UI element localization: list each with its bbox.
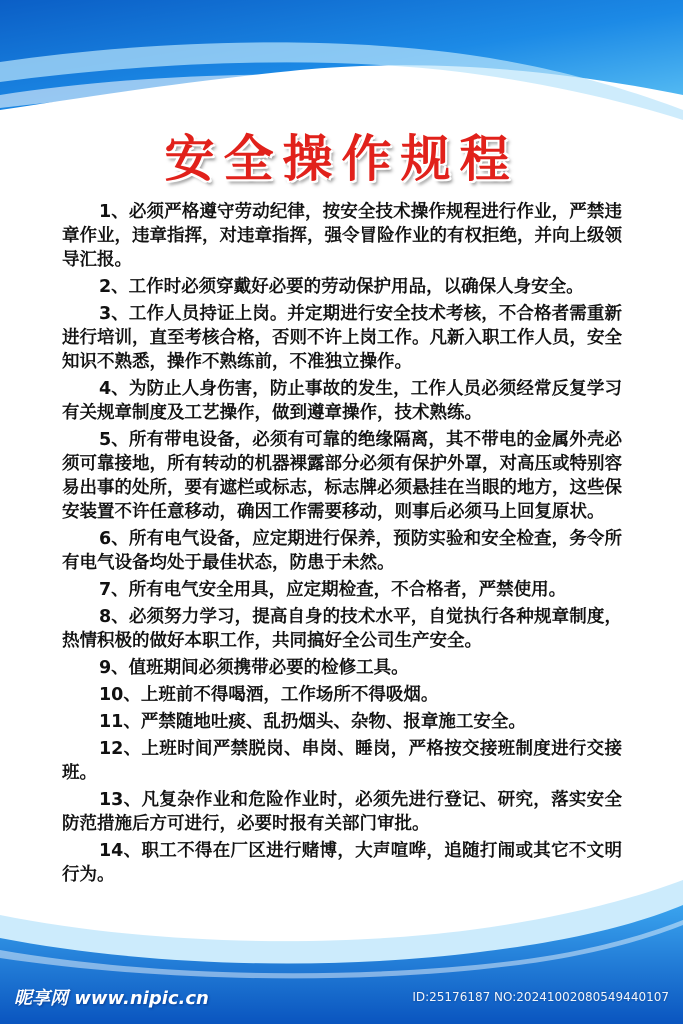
rule-item: 12、上班时间严禁脱岗、串岗、睡岗，严格按交接班制度进行交接班。 (62, 739, 622, 783)
rule-item: 4、为防止人身伤害，防止事故的发生，工作人员必须经常反复学习有关规章制度及工艺操作，做到遵章操作，技术熟练。 (62, 379, 622, 423)
rule-item: 7、所有电气安全用具，应定期检查，不合格者，严禁使用。 (99, 580, 567, 600)
rule-item: 6、所有电气设备，应定期进行保养，预防实验和安全检查，务令所有电气设备均处于最佳状态，防患于未然。 (62, 529, 622, 573)
rule-item: 2、工作时必须穿戴好必要的劳动保护用品，以确保人身安全。 (99, 277, 584, 297)
watermark-logo: 昵享网 www.nipic.cn (14, 988, 209, 1009)
rule-item: 11、严禁随地吐痰、乱扔烟头、杂物、报章施工安全。 (99, 712, 526, 732)
rule-item: 13、凡复杂作业和危险作业时，必须先进行登记、研究，落实安全防范措施后方可进行，必要时报有关部门审批。 (62, 790, 622, 834)
rules-list (62, 200, 622, 890)
watermark-bar (0, 984, 683, 1014)
rule-item: 10、上班前不得喝酒，工作场所不得吸烟。 (99, 685, 439, 705)
rule-item: 9、值班期间必须携带必要的检修工具。 (99, 658, 409, 678)
page-title: 安全操作规程 (164, 130, 519, 188)
rule-item: 8、必须努力学习，提高自身的技术水平，自觉执行各种规章制度，热情积极的做好本职工作，共同搞好全公司生产安全。 (62, 607, 622, 651)
rule-item: 1、必须严格遵守劳动纪律，按安全技术操作规程进行作业，严禁违章作业，违章指挥，对违章指挥，强令冒险作业的有权拒绝，并向上级领导汇报。 (62, 202, 622, 270)
rule-item: 5、所有带电设备，必须有可靠的绝缘隔离，其不带电的金属外壳必须可靠接地，所有转动的机器裸露部分必须有保护外罩，对高压或特别容易出事的处所，要有遮栏或标志，标志牌必须悬挂在当眼的地方，这些保安装置不许任意移动，确因工作需要移动，则事后必须马上回复原状。 (62, 430, 622, 522)
rule-item: 14、职工不得在厂区进行赌博，大声喧哗，追随打闹或其它不文明行为。 (62, 841, 622, 885)
rule-item: 3、工作人员持证上岗。并定期进行安全技术考核，不合格者需重新进行培训，直至考核合格，否则不许上岗工作。凡新入职工作人员，安全知识不熟悉，操作不熟练前，不准独立操作。 (62, 304, 622, 372)
watermark-id: ID:25176187 NO:20241002080549440107 (412, 990, 669, 1004)
